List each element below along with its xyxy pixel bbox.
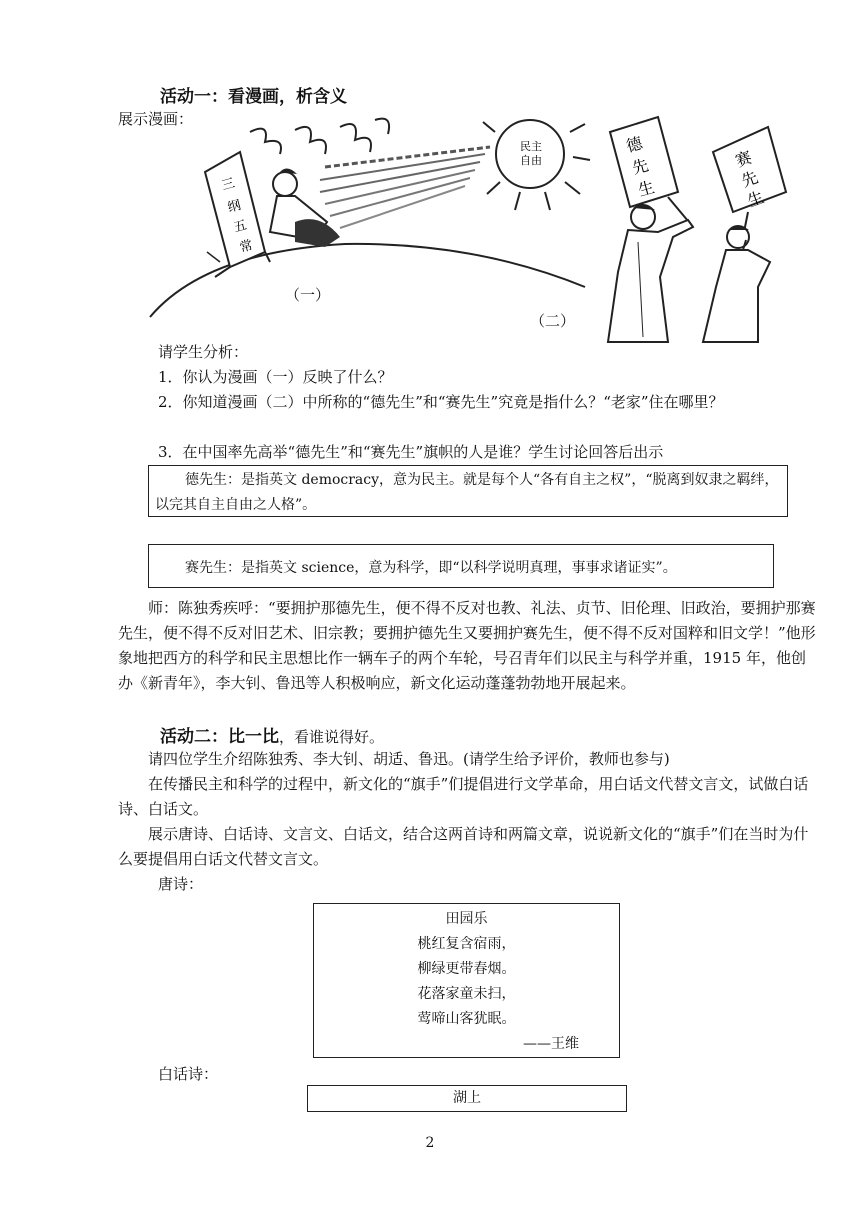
sign2-char1: 赛 — [732, 147, 755, 171]
cartoon-two — [598, 112, 788, 347]
stone-text-2: 纲 — [226, 198, 243, 216]
activity2-p3: 展示唐诗、白话诗、文言文、白话文，结合这两首诗和两篇文章，说说新文化的“旗手”们在当时为什么要提倡用白话文代替文言文。 — [118, 825, 809, 868]
cartoon-one — [145, 112, 595, 327]
sign2-char2: 先 — [738, 167, 761, 191]
sign1-char2: 先 — [630, 155, 651, 178]
sign1-char3: 生 — [636, 177, 657, 200]
poem-line-2: 柳绿更带春烟。 — [417, 961, 516, 977]
democracy-box: 德先生：是指英文 democracy，意为民主。就是每个人“各有自主之权”，“脱离到奴隶之羁绊，以完其自主自由之人格”。 — [148, 465, 788, 517]
sun-text-line2: 自由 — [520, 154, 542, 167]
stone-text-4: 常 — [238, 238, 255, 256]
poem-line-1: 桃红复含宿雨， — [417, 936, 516, 952]
cartoon-two-caption: （二） — [530, 312, 576, 330]
question-1: 1．你认为漫画（一）反映了什么？ — [158, 368, 393, 386]
cartoon-one-caption: （一） — [285, 286, 331, 304]
baihua-poem-box — [307, 1085, 627, 1112]
sign1-char1: 德 — [624, 133, 645, 156]
ask-label: 请学生分析： — [158, 343, 249, 361]
activity2-p1: 请四位学生介绍陈独秀、李大钊、胡适、鲁迅。(请学生给予评价，教师也参与) — [148, 750, 670, 768]
tang-label: 唐诗： — [158, 875, 204, 893]
question-3: 3．在中国率先高举“德先生”和“赛先生”旗帜的人是谁？学生讨论回答后出示 — [158, 443, 664, 461]
poem-box — [313, 903, 620, 1058]
stone-text-3: 五 — [232, 218, 249, 236]
activity1-title: 活动一：看漫画，析含义 — [160, 87, 347, 107]
sun-text-line1: 民主 — [520, 140, 542, 153]
teacher-paragraph: 师：陈独秀疾呼：“要拥护那德先生，便不得不反对也教、礼法、贞节、旧伦理、旧政治，要拥护那赛先生，便不得不反对旧艺术、旧宗教；要拥护德先生又要拥护赛先生，便不得不反对国粹和旧文学！”他形象地把西方的科学和民主思想比作一辆车子的两个车轮，号召青年们以民主与科学并重，1915 年，他创办《新青年》，李大钊、鲁迅等人积极响应，新文化运动蓬蓬勃勃地开展起来。 — [118, 599, 816, 692]
poem-author: ——王维 — [523, 1036, 579, 1052]
activity2-title-suffix: ，看谁说得好。 — [279, 728, 385, 746]
activity2-heading — [160, 722, 384, 747]
baihua-title: 湖上 — [453, 1090, 481, 1106]
science-box: 赛先生：是指英文 science，意为科学，即“以科学说明真理，事事求诸证实”。 — [148, 544, 774, 588]
poem-line-4: 莺啼山客犹眠。 — [417, 1011, 516, 1027]
page-number: 2 — [425, 1135, 435, 1151]
activity2-p2: 在传播民主和科学的过程中，新文化的“旗手”们提倡进行文学革命，用白话文代替文言文，试做白话诗、白话文。 — [118, 775, 809, 818]
poem-line-3: 花落家童未扫， — [417, 986, 516, 1002]
show-cartoon-label: 展示漫画： — [118, 110, 194, 128]
poem-title: 田园乐 — [445, 911, 488, 927]
sign2-char3: 生 — [744, 187, 767, 211]
question-2: 2．你知道漫画（二）中所称的“德先生”和“赛先生”究竟是指什么？“老家”住在哪里？ — [158, 393, 724, 411]
stone-text-1: 三 — [220, 176, 237, 194]
baihua-label: 白话诗： — [158, 1065, 219, 1083]
activity2-title: 活动二：比一比 — [160, 727, 279, 747]
